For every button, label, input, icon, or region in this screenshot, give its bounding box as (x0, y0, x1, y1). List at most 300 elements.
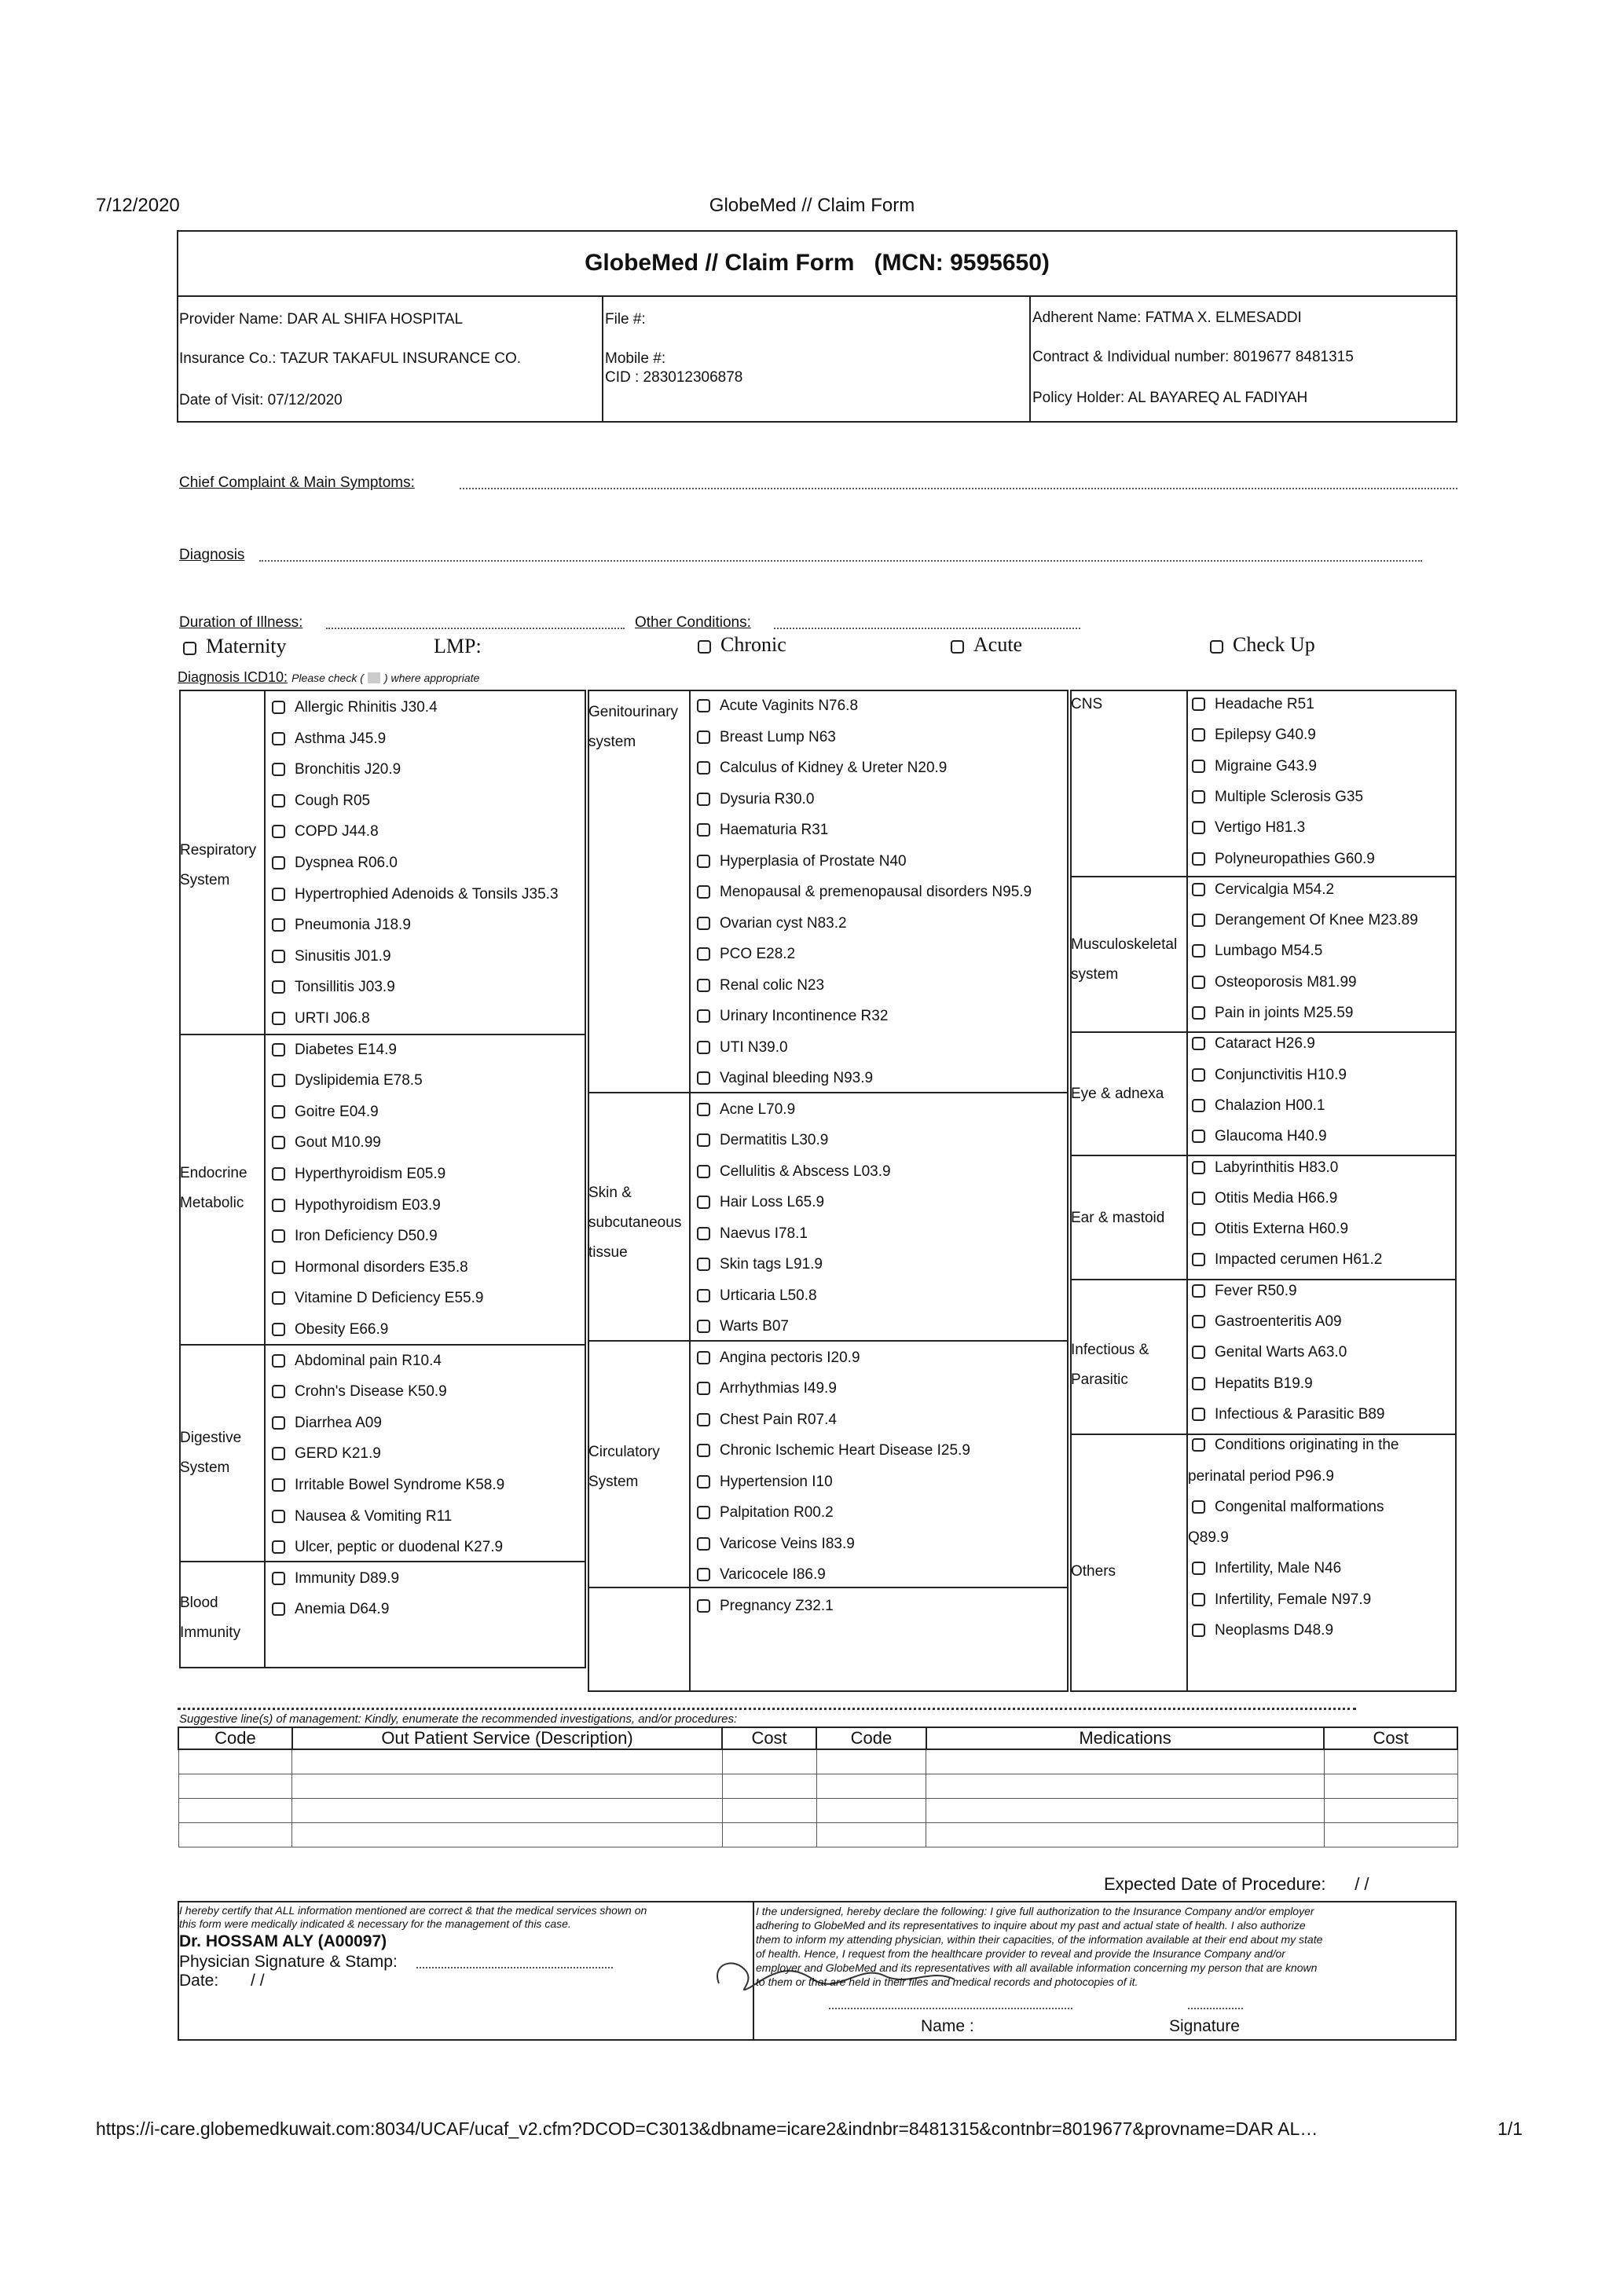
icd-label: Cellulitis & Abscess L03.9 (720, 1163, 891, 1180)
icd-checkbox[interactable] (272, 888, 285, 901)
icd-label: Cough R05 (295, 792, 371, 809)
icd-label: Arrhythmias I49.9 (720, 1380, 837, 1397)
icd-label: Hair Loss L65.9 (720, 1194, 825, 1210)
icd-checkbox[interactable] (272, 1447, 285, 1460)
divider (1029, 295, 1031, 423)
table-row (178, 1749, 1457, 1774)
icd-item[interactable] (272, 1228, 438, 1245)
icd-item[interactable] (272, 1477, 504, 1494)
icd-item[interactable] (697, 1070, 873, 1087)
acute-checkbox[interactable] (951, 640, 964, 654)
icd-item[interactable] (1192, 819, 1305, 837)
icd-item[interactable] (1188, 1468, 1334, 1485)
table-cell[interactable] (722, 1823, 816, 1847)
icd-item[interactable] (1192, 1406, 1385, 1423)
doctor-name: Dr. HOSSAM ALY (A00097) (179, 1932, 387, 1950)
table-row (178, 1799, 1457, 1823)
icd-checkbox[interactable] (1192, 914, 1205, 927)
icd-item[interactable] (1192, 1283, 1297, 1300)
physician-signature-line[interactable] (416, 1967, 613, 1968)
icd-checkbox[interactable] (272, 1199, 285, 1212)
checkup-label: Check Up (1233, 633, 1315, 656)
icd-checkbox[interactable] (1192, 728, 1205, 742)
icd-checkbox[interactable] (272, 950, 285, 963)
icd-item[interactable] (272, 1539, 503, 1556)
icd-checkbox[interactable] (272, 1261, 285, 1274)
icd-item[interactable] (1192, 1344, 1347, 1361)
icd-item[interactable] (272, 1259, 468, 1276)
icd-item[interactable] (272, 761, 401, 778)
icd-item[interactable] (272, 823, 379, 840)
icd-checkbox[interactable] (272, 1043, 285, 1056)
system-label: Immunity (180, 1624, 241, 1641)
icd-checkbox[interactable] (1192, 976, 1205, 989)
divider (179, 1034, 586, 1035)
icd-item[interactable] (1192, 1159, 1338, 1177)
icd-item[interactable] (272, 1601, 389, 1618)
icd-checkbox[interactable] (272, 1136, 285, 1149)
table-cell[interactable] (722, 1749, 816, 1774)
table-cell[interactable] (816, 1823, 926, 1847)
icd-item[interactable] (272, 855, 398, 872)
icd-item[interactable] (1192, 696, 1314, 713)
icd-item[interactable] (272, 1383, 447, 1401)
icd-item[interactable] (697, 1132, 828, 1149)
icd-item[interactable] (1192, 943, 1322, 960)
icd-checkbox[interactable] (272, 1510, 285, 1523)
icd-item[interactable] (697, 1536, 855, 1553)
icd-checkbox[interactable] (697, 1537, 710, 1551)
table-cell[interactable] (1324, 1749, 1457, 1774)
icd-label: Fever R50.9 (1215, 1282, 1297, 1299)
icd-checkbox[interactable] (272, 1540, 285, 1554)
icd-checkbox[interactable] (697, 1413, 710, 1426)
table-cell[interactable] (816, 1799, 926, 1823)
table-row (178, 1774, 1457, 1799)
icd-item[interactable] (1192, 1067, 1347, 1084)
icd-checkbox[interactable] (272, 1385, 285, 1398)
col-code: Code (178, 1727, 292, 1749)
icd-item[interactable] (272, 1445, 381, 1463)
icd-checkbox[interactable] (1192, 1438, 1205, 1452)
col-cost: Cost (722, 1727, 816, 1749)
icd-label: Tonsillitis J03.9 (295, 979, 395, 996)
icd-checkbox[interactable] (1192, 1068, 1205, 1082)
acute-label: Acute (973, 633, 1023, 656)
icd-checkbox[interactable] (1192, 1284, 1205, 1298)
icd-item[interactable] (272, 1010, 370, 1027)
icd-checkbox[interactable] (272, 980, 285, 994)
icd-item[interactable] (1192, 974, 1357, 991)
icd-item[interactable] (697, 1380, 837, 1397)
icd-checkbox[interactable] (272, 1602, 285, 1616)
icd-item[interactable] (1192, 1035, 1315, 1053)
table-cell[interactable] (292, 1823, 722, 1847)
icd-item[interactable] (697, 1412, 837, 1429)
icd-checkbox[interactable] (272, 1323, 285, 1336)
icd-checkbox[interactable] (697, 1258, 710, 1271)
icd-checkbox[interactable] (272, 825, 285, 838)
icd-item[interactable] (272, 1353, 442, 1370)
table-cell[interactable] (816, 1749, 926, 1774)
icd-checkbox[interactable] (697, 1382, 710, 1395)
icd-label: Chalazion H00.1 (1215, 1097, 1325, 1114)
icd-item[interactable] (1192, 1005, 1353, 1022)
form-title (177, 250, 1457, 276)
icd-checkbox[interactable] (272, 701, 285, 714)
icd-label: GERD K21.9 (295, 1445, 381, 1463)
icd-label: Osteoporosis M81.99 (1215, 973, 1357, 991)
icd-checkbox[interactable] (272, 1167, 285, 1181)
icd-item[interactable] (697, 1163, 891, 1181)
icd-item[interactable] (697, 1566, 826, 1584)
adherent-name: Adherent Name: FATMA X. ELMESADDI (1032, 309, 1302, 326)
icd-checkbox[interactable] (1192, 1593, 1205, 1606)
icd-item[interactable] (697, 1256, 823, 1273)
icd-item[interactable] (697, 884, 1032, 901)
icd-checkbox[interactable] (1192, 1500, 1205, 1514)
date-value: / / (251, 1972, 265, 1990)
icd-label: Dyspnea R06.0 (295, 855, 398, 871)
icd-checkbox[interactable] (697, 1506, 710, 1519)
icd-item[interactable] (272, 1508, 452, 1525)
icd-checkbox[interactable] (1192, 1161, 1205, 1174)
icd-item[interactable] (1192, 912, 1418, 929)
icd-checkbox[interactable] (272, 1291, 285, 1305)
icd-item[interactable] (272, 1321, 388, 1338)
icd-item[interactable] (697, 1598, 834, 1615)
system-label: system (588, 734, 636, 750)
icd-checkbox[interactable] (697, 1289, 710, 1302)
expected-date-value: / / (1355, 1874, 1369, 1894)
consent-statement (756, 1904, 1452, 1989)
icd-checkbox[interactable] (272, 1105, 285, 1119)
icd-item[interactable] (697, 1225, 808, 1243)
icd-checkbox[interactable] (1192, 760, 1205, 773)
icd-checkbox[interactable] (697, 1320, 710, 1333)
icd-checkbox[interactable] (697, 1599, 710, 1613)
icd-item[interactable] (272, 1166, 445, 1183)
icd-checkbox[interactable] (1192, 1377, 1205, 1390)
icd-checkbox[interactable] (272, 1229, 285, 1243)
icd-checkbox[interactable] (1192, 698, 1205, 711)
icd-label: Skin tags L91.9 (720, 1256, 823, 1273)
chronic-option[interactable] (698, 633, 786, 657)
icd-label: Iron Deficiency D50.9 (295, 1228, 438, 1245)
icd-item[interactable] (272, 1134, 381, 1152)
icd-item[interactable] (697, 698, 858, 715)
icd-item[interactable] (1192, 851, 1375, 868)
diagnosis-label: Diagnosis (179, 547, 245, 563)
provider-name: Provider Name: DAR AL SHIFA HOSPITAL (179, 311, 464, 328)
signature-line[interactable] (1188, 2008, 1243, 2009)
icd-label: Glaucoma H40.9 (1215, 1128, 1327, 1145)
system-label: Respiratory (180, 842, 257, 859)
icd-item[interactable] (272, 917, 411, 934)
system-blood (180, 1588, 240, 1648)
icd-checkbox[interactable] (1192, 1222, 1205, 1236)
col-medications: Medications (926, 1727, 1324, 1749)
checkup-option[interactable] (1210, 633, 1315, 657)
icd-item[interactable] (697, 760, 947, 777)
table-cell[interactable] (816, 1774, 926, 1799)
chief-complaint-line[interactable] (460, 488, 1457, 489)
system-label: Metabolic (180, 1195, 244, 1211)
icd-checkbox[interactable] (1192, 1099, 1205, 1112)
icd-label: PCO E28.2 (720, 946, 796, 962)
table-cell[interactable] (722, 1799, 816, 1823)
icd-label: Urticaria L50.8 (720, 1287, 817, 1304)
icd-label: Chest Pain R07.4 (720, 1411, 837, 1428)
diagnosis-line[interactable] (259, 560, 1422, 562)
icd-checkbox[interactable] (1192, 944, 1205, 958)
icd-checkbox[interactable] (272, 1572, 285, 1585)
icd-item[interactable] (272, 793, 370, 810)
icd-label: Q89.9 (1188, 1529, 1229, 1547)
icd-label: Headache R51 (1215, 696, 1314, 712)
icd-label: Genital Warts A63.0 (1215, 1344, 1347, 1361)
icd-checkbox[interactable] (697, 1041, 710, 1054)
icd-label: Dermatitis L30.9 (720, 1132, 829, 1148)
icd-label: Ovarian cyst N83.2 (720, 914, 847, 932)
icd-label: Otitis Externa H60.9 (1215, 1221, 1349, 1238)
icd-item[interactable] (272, 1072, 423, 1089)
print-date: 7/12/2020 (96, 195, 180, 216)
table-cell[interactable] (292, 1799, 722, 1823)
icd-item[interactable] (697, 1287, 817, 1305)
table-cell[interactable] (1324, 1799, 1457, 1823)
table-cell[interactable] (1324, 1774, 1457, 1799)
icd-item[interactable] (1192, 758, 1317, 775)
footer-url[interactable]: https://i-care.globemedkuwait.com:8034/UCAF/ucaf_v2.cfm?DCOD=C3013&dbname=icare2&indnbr=8481315&contnbr=8019677&provname=DAR AL… (96, 2118, 1318, 2139)
icd-checkbox[interactable] (272, 763, 285, 776)
icd-label: Impacted cerumen H61.2 (1215, 1251, 1383, 1269)
icd-checkbox[interactable] (697, 1351, 710, 1364)
checkmark-icon (368, 672, 380, 683)
icd-item[interactable] (1192, 1622, 1333, 1639)
table-cell[interactable] (292, 1749, 722, 1774)
icd-item[interactable] (1188, 1529, 1229, 1547)
table-cell[interactable] (292, 1774, 722, 1799)
icd-checkbox[interactable] (697, 917, 710, 930)
icd-checkbox[interactable] (697, 1165, 710, 1178)
table-cell[interactable] (178, 1774, 292, 1799)
icd-checkbox[interactable] (1192, 883, 1205, 896)
icd-checkbox[interactable] (1192, 1624, 1205, 1637)
icd-item[interactable] (272, 1570, 399, 1587)
table-cell[interactable] (1324, 1823, 1457, 1847)
icd-item[interactable] (697, 1008, 888, 1025)
icd-item[interactable] (272, 979, 395, 996)
table-cell[interactable] (926, 1799, 1324, 1823)
icd-label: Neoplasms D48.9 (1215, 1622, 1334, 1639)
icd-item[interactable] (1192, 1375, 1313, 1393)
divider (1070, 1279, 1457, 1280)
maternity-label: Maternity (206, 635, 287, 657)
icd-checkbox[interactable] (1192, 1037, 1205, 1050)
maternity-checkbox[interactable] (183, 642, 196, 655)
chronic-checkbox[interactable] (698, 640, 711, 654)
name-line[interactable] (829, 2008, 1072, 2009)
icd-item[interactable] (697, 853, 907, 870)
icd-item[interactable] (697, 1349, 860, 1367)
visit-date: Date of Visit: 07/12/2020 (179, 392, 343, 408)
icd-item[interactable] (1192, 1251, 1382, 1269)
icd-item[interactable] (697, 822, 828, 839)
icd-item[interactable] (1192, 789, 1363, 806)
checkup-checkbox[interactable] (1210, 640, 1223, 654)
icd-label: Diagnosis ICD10: (178, 669, 288, 685)
icd-label: Chronic Ischemic Heart Disease I25.9 (720, 1442, 970, 1459)
other-conditions-line[interactable] (774, 628, 1080, 629)
icd-item[interactable] (1192, 1499, 1384, 1516)
icd-label: Haematuria R31 (720, 822, 829, 838)
icd-label: Breast Lump N63 (720, 728, 836, 745)
icd-checkbox[interactable] (697, 699, 710, 712)
icd-checkbox[interactable] (1192, 1253, 1205, 1266)
icd-item[interactable] (697, 977, 824, 994)
icd-checkbox[interactable] (1192, 1192, 1205, 1205)
icd-item[interactable] (272, 886, 559, 903)
icd-checkbox[interactable] (697, 1103, 710, 1116)
icd-checkbox[interactable] (1192, 1130, 1205, 1143)
icd-checkbox[interactable] (697, 761, 710, 774)
icd-checkbox[interactable] (697, 793, 710, 806)
icd-item[interactable] (697, 791, 814, 808)
system-label: system (1071, 966, 1119, 983)
icd-checkbox[interactable] (272, 1478, 285, 1492)
table-cell[interactable] (178, 1799, 292, 1823)
icd-checkbox[interactable] (272, 856, 285, 870)
icd-checkbox[interactable] (1192, 1315, 1205, 1328)
icd-item[interactable] (1192, 727, 1316, 744)
icd-item[interactable] (272, 1290, 483, 1307)
consent-line: employer and GlobeMed and its representatives with all available information concerning my person that are known (756, 1961, 1318, 1974)
icd-item[interactable] (697, 915, 847, 932)
table-cell[interactable] (926, 1749, 1324, 1774)
icd-item[interactable] (1192, 1560, 1341, 1577)
icd-label: Anemia D64.9 (295, 1601, 390, 1618)
icd-label: Obesity E66.9 (295, 1321, 389, 1338)
icd-item[interactable] (272, 1042, 397, 1059)
icd-item[interactable] (697, 1101, 795, 1119)
table-cell[interactable] (926, 1774, 1324, 1799)
icd-item[interactable] (272, 699, 438, 716)
icd-checkbox[interactable] (272, 1354, 285, 1368)
icd-item[interactable] (697, 1039, 788, 1056)
icd-checkbox[interactable] (1192, 1408, 1205, 1421)
icd-checkbox[interactable] (697, 823, 710, 837)
icd-checkbox[interactable] (697, 855, 710, 868)
icd-item[interactable] (272, 948, 391, 965)
icd-checkbox[interactable] (1192, 1346, 1205, 1359)
icd-label: Palpitation R00.2 (720, 1504, 834, 1521)
icd-checkbox[interactable] (1192, 1562, 1205, 1575)
icd-checkbox[interactable] (1192, 1006, 1205, 1020)
icd-checkbox[interactable] (697, 947, 710, 961)
icd-item[interactable] (1192, 881, 1334, 899)
icd-label: Gout M10.99 (295, 1134, 381, 1152)
icd-item[interactable] (1192, 1190, 1337, 1207)
icd-item[interactable] (1192, 1437, 1399, 1454)
icd-checkbox[interactable] (697, 1227, 710, 1240)
divider (179, 1561, 586, 1562)
icd-checkbox[interactable] (697, 1196, 710, 1209)
system-label: Parasitic (1071, 1371, 1128, 1388)
icd-label: Nausea & Vomiting R11 (295, 1507, 453, 1525)
icd-item[interactable] (697, 1474, 833, 1491)
icd-checkbox[interactable] (272, 1012, 285, 1025)
divider (588, 1340, 1069, 1342)
icd-checkbox[interactable] (1192, 790, 1205, 804)
duration-line[interactable] (326, 628, 625, 629)
certify-date (179, 1972, 265, 1990)
icd-item[interactable] (697, 1194, 824, 1211)
table-cell[interactable] (178, 1823, 292, 1847)
icd-checkbox[interactable] (697, 731, 710, 744)
icd-checkbox[interactable] (272, 794, 285, 807)
icd-checkbox[interactable] (697, 885, 710, 899)
icd-item[interactable] (1192, 1097, 1325, 1115)
icd-item[interactable] (697, 1442, 970, 1459)
table-cell[interactable] (926, 1823, 1324, 1847)
icd-item[interactable] (697, 729, 836, 746)
icd-checkbox[interactable] (1192, 852, 1205, 866)
icd-checkbox[interactable] (272, 918, 285, 932)
icd-item[interactable] (697, 946, 795, 963)
policy-holder: Policy Holder: AL BAYAREQ AL FADIYAH (1032, 390, 1308, 406)
table-cell[interactable] (722, 1774, 816, 1799)
expected-date (1104, 1874, 1369, 1895)
icd-label: Multiple Sclerosis G35 (1215, 788, 1364, 805)
icd-item[interactable] (697, 1504, 834, 1522)
consent-line: I the undersigned, hereby declare the following: I give full authorization to the Insurance Company and/or employer (756, 1905, 1314, 1917)
icd-checkbox[interactable] (1192, 821, 1205, 834)
icd-checkbox[interactable] (272, 732, 285, 745)
icd-checkbox[interactable] (697, 1009, 710, 1023)
icd-item[interactable] (697, 1318, 789, 1335)
icd-note-start: Please check ( (291, 672, 364, 684)
icd-checkbox[interactable] (697, 1071, 710, 1085)
divider (1070, 876, 1457, 877)
icd-checkbox[interactable] (697, 979, 710, 992)
icd-checkbox[interactable] (697, 1444, 710, 1457)
table-cell[interactable] (178, 1749, 292, 1774)
icd-label: Goitre E04.9 (295, 1103, 379, 1120)
system-infectious (1071, 1335, 1149, 1395)
icd-item[interactable] (272, 1415, 382, 1432)
system-label: Endocrine (180, 1165, 247, 1181)
icd-checkbox[interactable] (272, 1074, 285, 1087)
icd-label: Renal colic N23 (720, 976, 825, 994)
acute-option[interactable] (951, 633, 1022, 657)
icd-item[interactable] (272, 731, 386, 748)
icd-checkbox[interactable] (697, 1133, 710, 1147)
icd-item[interactable] (272, 1104, 379, 1121)
icd-item[interactable] (1192, 1128, 1327, 1145)
icd-checkbox[interactable] (697, 1568, 710, 1581)
icd-checkbox[interactable] (272, 1416, 285, 1430)
maternity-option[interactable] (183, 635, 287, 658)
system-cns: CNS (1071, 696, 1103, 712)
icd-checkbox[interactable] (697, 1475, 710, 1489)
icd-item[interactable] (272, 1197, 441, 1214)
icd-item[interactable] (1192, 1591, 1371, 1609)
icd-item[interactable] (1192, 1221, 1348, 1238)
page-number: 1/1 (1498, 2118, 1523, 2139)
icd-label: Warts B07 (720, 1318, 789, 1335)
icd-item[interactable] (1192, 1313, 1342, 1331)
